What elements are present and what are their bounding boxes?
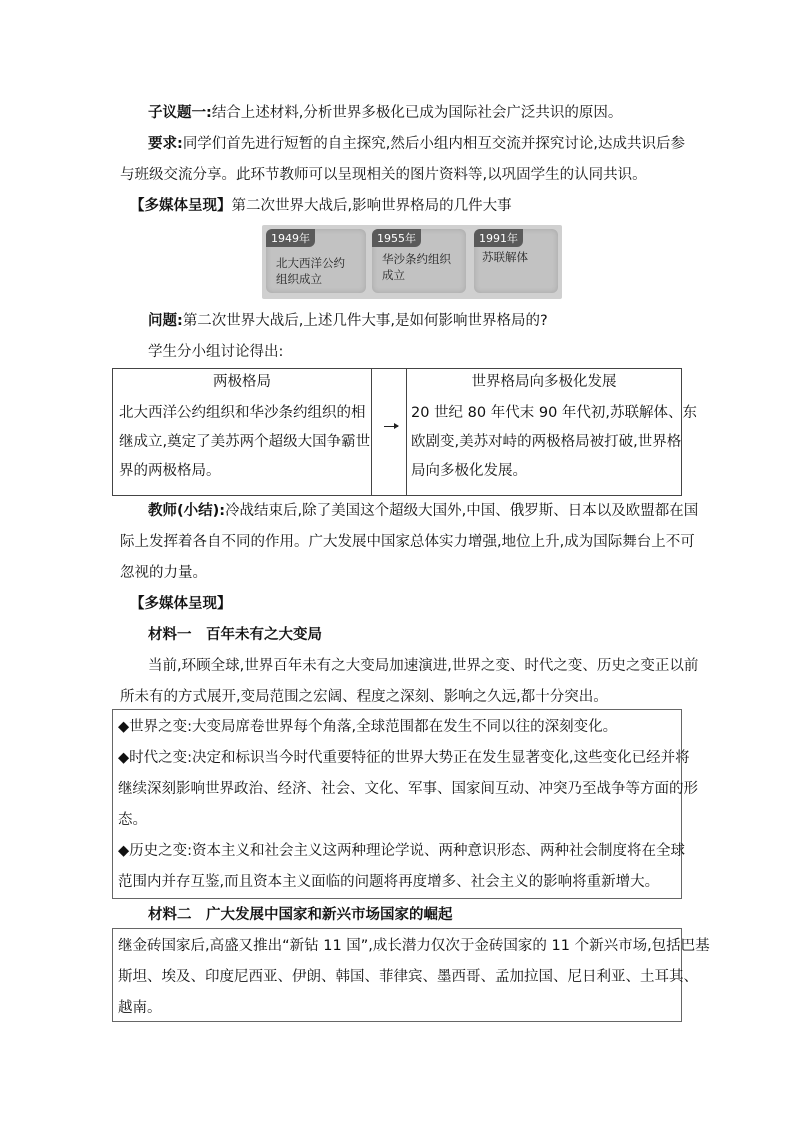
media-text-1: 第二次世界大战后,影响世界格局的几件大事	[231, 198, 512, 214]
media-heading-2	[130, 594, 690, 614]
table-cell-bipolar	[113, 369, 372, 495]
event-year: 1949年	[266, 229, 315, 247]
table-text-right-2: 欧剧变,美苏对峙的两极格局被打破,世界格	[411, 434, 682, 450]
table-text-left-1: 北大西洋公约组织和华沙条约组织的相	[119, 405, 366, 421]
table-text-right-1: 20 世纪 80 年代末 90 年代初,苏联解体、东	[411, 405, 698, 421]
event-line: 华沙条约组织	[382, 252, 451, 266]
event-year: 1955年	[372, 229, 421, 247]
subtopic-text: 结合上述材料,分析世界多极化已成为国际社会广泛共识的原因。	[211, 105, 623, 121]
table-text-left-3: 界的两极格局。	[119, 463, 221, 479]
requirement-line-2: 与班级交流分享。此环节教师可以呈现相关的图片资料等,以巩固学生的认同共识。	[120, 167, 647, 183]
box-1-line: ◆历史之变:资本主义和社会主义这两种理论学说、两种意识形态、两种社会制度将在全球	[118, 843, 686, 859]
media-label-2: 【多媒体呈现】	[130, 596, 232, 612]
table-title-right: 世界格局向多极化发展	[471, 374, 617, 390]
material-2-title: 材料二 广大发展中国家和新兴市场国家的崛起	[148, 907, 453, 923]
event-year: 1991年	[474, 229, 523, 247]
table-text-left-2: 继成立,奠定了美苏两个超级大国争霸世	[119, 434, 371, 450]
teacher-label: 教师(小结):	[148, 503, 226, 519]
material-2-box	[112, 928, 710, 1022]
question-label: 问题:	[148, 313, 183, 329]
event-card-1991	[474, 229, 558, 293]
event-line: 成立	[382, 268, 405, 282]
requirement-line-1	[148, 134, 708, 154]
comparison-table	[112, 368, 698, 496]
event-text	[482, 249, 528, 265]
teacher-summary-3: 忽视的力量。	[120, 565, 207, 581]
material-1-line-1: 当前,环顾全球,世界百年未有之大变局加速演进,世界之变、时代之变、历史之变正以前	[148, 658, 699, 674]
teacher-summary-1	[148, 501, 708, 521]
teacher-summary-2: 际上发挥着各自不同的作用。广大发展中国家总体实力增强,地位上升,成为国际舞台上不可	[120, 534, 695, 550]
box-1-line: ◆时代之变:决定和标识当今时代重要特征的世界大势正在发生显著变化,这些变化已经并将	[118, 750, 690, 766]
event-text	[382, 251, 451, 283]
material-1-line-2: 所未有的方式展开,变局范围之宏阔、程度之深刻、影响之久远,都十分突出。	[120, 689, 608, 705]
subtopic-paragraph	[148, 103, 708, 123]
table-arrow-cell	[372, 369, 407, 495]
discussion-intro: 学生分小组讨论得出:	[148, 344, 284, 360]
box-1-line: 继续深刻影响世界政治、经济、社会、文化、军事、国家间互动、冲突乃至战争等方面的形	[118, 781, 698, 797]
event-line: 苏联解体	[482, 250, 528, 264]
events-image	[262, 225, 562, 299]
right-arrow-icon	[384, 426, 398, 427]
requirement-text-1: 同学们首先进行短暂的自主探究,然后小组内相互交流并探究讨论,达成共识后参	[182, 136, 686, 152]
teacher-text-1: 冷战结束后,除了美国这个超级大国外,中国、俄罗斯、日本以及欧盟都在国	[225, 503, 699, 519]
box-1-line: 态。	[118, 812, 147, 828]
box-2-line: 斯坦、埃及、印度尼西亚、伊朗、韩国、菲律宾、墨西哥、孟加拉国、尼日利亚、土耳其、	[118, 969, 698, 985]
media-label-1: 【多媒体呈现】	[130, 198, 232, 214]
box-2-line: 越南。	[118, 1000, 162, 1016]
event-card-1955	[372, 229, 466, 293]
event-card-1949	[266, 229, 366, 293]
table-text-right-3: 局向多极化发展。	[411, 463, 527, 479]
box-1-line: 范围内并存互鉴,而且资本主义面临的问题将再度增多、社会主义的影响将重新增大。	[118, 874, 660, 890]
table-cell-multipolar	[407, 369, 698, 495]
box-1-line: ◆世界之变:大变局席卷世界每个角落,全球范围都在发生不同以往的深刻变化。	[118, 719, 618, 735]
requirement-label: 要求:	[148, 136, 183, 152]
box-2-line: 继金砖国家后,高盛又推出“新钻 11 国”,成长潜力仅次于金砖国家的 11 个新兴市场,包括巴基	[118, 938, 710, 954]
media-heading-1	[130, 196, 690, 216]
event-line: 北大西洋公约	[276, 256, 345, 270]
event-text	[276, 255, 345, 287]
material-1-title: 材料一 百年未有之大变局	[148, 627, 322, 643]
subtopic-label: 子议题一:	[148, 105, 212, 121]
question-text: 第二次世界大战后,上述几件大事,是如何影响世界格局的?	[182, 313, 548, 329]
question-paragraph	[148, 311, 708, 331]
event-line: 组织成立	[276, 272, 322, 286]
table-title-left: 两极格局	[213, 374, 271, 390]
material-1-box	[112, 709, 698, 899]
